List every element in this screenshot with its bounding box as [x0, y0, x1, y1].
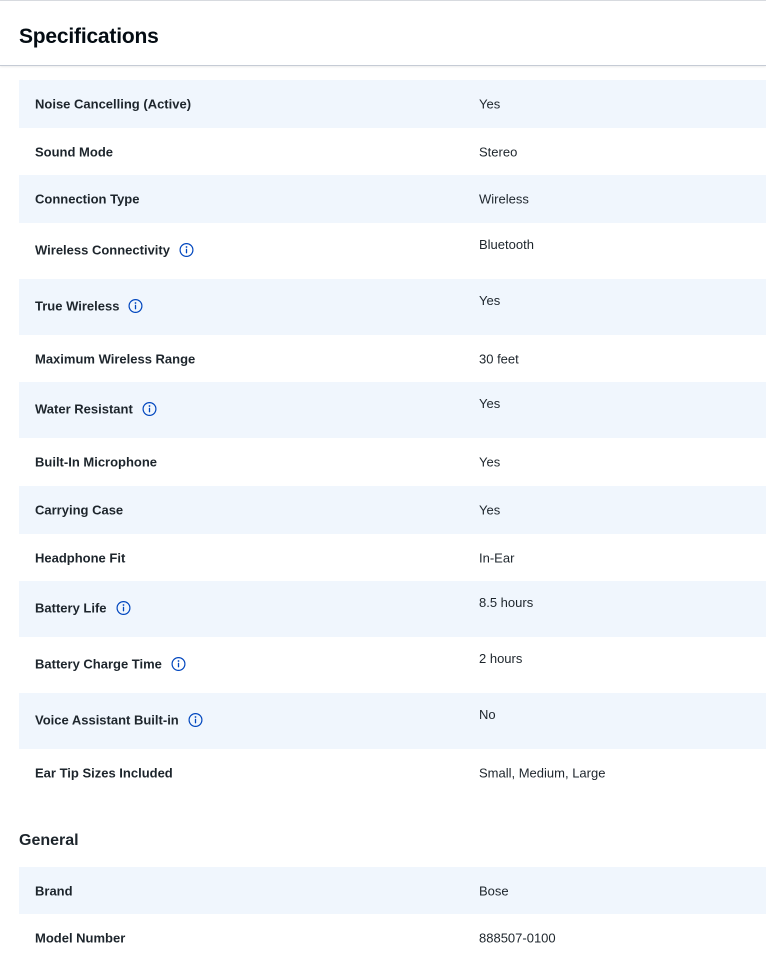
spec-row-sound-mode [19, 128, 766, 175]
spec-value: No [479, 707, 496, 722]
spec-value: Stereo [479, 144, 518, 160]
spec-row-carrying-case [19, 486, 766, 534]
page-title: Specifications [19, 25, 159, 48]
spec-label [35, 657, 186, 672]
spec-label [35, 551, 125, 566]
spec-row-headphone-fit [19, 534, 766, 581]
spec-row-model-number [19, 914, 766, 955]
info-icon[interactable] [179, 243, 194, 258]
spec-label-text: Connection Type [35, 191, 140, 207]
spec-label-text: Wireless Connectivity [35, 242, 170, 258]
spec-label [35, 145, 113, 160]
spec-label-text: Battery Life [35, 600, 107, 616]
spec-row-noise-cancelling-active [19, 80, 766, 128]
spec-label-text: Maximum Wireless Range [35, 351, 196, 367]
spec-label [35, 352, 195, 367]
spec-row-true-wireless [19, 279, 766, 335]
spec-row-battery-charge-time [19, 637, 766, 693]
spec-label-text: Brand [35, 883, 73, 899]
spec-label [35, 713, 203, 728]
spec-row-brand [19, 867, 766, 914]
spec-value: 888507-0100 [479, 930, 556, 946]
info-icon[interactable] [171, 657, 186, 672]
spec-value: Yes [479, 396, 501, 411]
info-icon[interactable] [128, 299, 143, 314]
spec-row-water-resistant [19, 382, 766, 438]
spec-label [35, 455, 157, 470]
spec-label [35, 601, 131, 616]
spec-row-wireless-connectivity [19, 223, 766, 279]
spec-value: Wireless [479, 191, 529, 207]
spec-label [35, 299, 143, 314]
spec-label-text: Headphone Fit [35, 550, 126, 566]
spec-label-text: Noise Cancelling (Active) [35, 96, 192, 112]
spec-label-text: Voice Assistant Built-in [35, 712, 179, 728]
general-section-title: General [19, 832, 79, 849]
spec-value: 2 hours [479, 651, 523, 666]
info-icon[interactable] [188, 713, 203, 728]
spec-value: Bluetooth [479, 237, 534, 252]
info-icon[interactable] [116, 601, 131, 616]
specifications-header [0, 1, 766, 66]
general-specs-list [19, 867, 766, 955]
spec-row-battery-life [19, 581, 766, 637]
spec-label [35, 402, 157, 417]
spec-value: Yes [479, 502, 501, 518]
spec-value: Bose [479, 883, 509, 899]
spec-label-text: Water Resistant [35, 401, 133, 417]
spec-value: Yes [479, 96, 501, 112]
specs-list [19, 80, 766, 797]
spec-row-voice-assistant-built-in [19, 693, 766, 749]
spec-value: 30 feet [479, 351, 519, 367]
spec-label-text: Model Number [35, 930, 126, 946]
info-icon[interactable] [142, 402, 157, 417]
spec-label [35, 192, 139, 207]
spec-label [35, 931, 125, 946]
spec-label-text: Carrying Case [35, 502, 124, 518]
spec-label-text: Sound Mode [35, 144, 113, 160]
spec-value: 8.5 hours [479, 595, 534, 610]
spec-row-ear-tip-sizes-included [19, 749, 766, 797]
spec-label-text: True Wireless [35, 298, 120, 314]
spec-label [35, 243, 194, 258]
spec-value: Small, Medium, Large [479, 765, 606, 781]
spec-row-built-in-microphone [19, 438, 766, 486]
spec-label [35, 884, 73, 899]
specifications-scroll-area[interactable] [0, 66, 766, 955]
spec-label [35, 766, 173, 781]
spec-value: In-Ear [479, 550, 515, 566]
spec-value: Yes [479, 293, 501, 308]
spec-row-connection-type [19, 175, 766, 223]
spec-label [35, 503, 123, 518]
spec-label-text: Ear Tip Sizes Included [35, 765, 173, 781]
spec-value: Yes [479, 454, 501, 470]
spec-row-maximum-wireless-range [19, 335, 766, 382]
spec-label [35, 97, 191, 112]
spec-label-text: Battery Charge Time [35, 656, 162, 672]
spec-label-text: Built-In Microphone [35, 454, 158, 470]
